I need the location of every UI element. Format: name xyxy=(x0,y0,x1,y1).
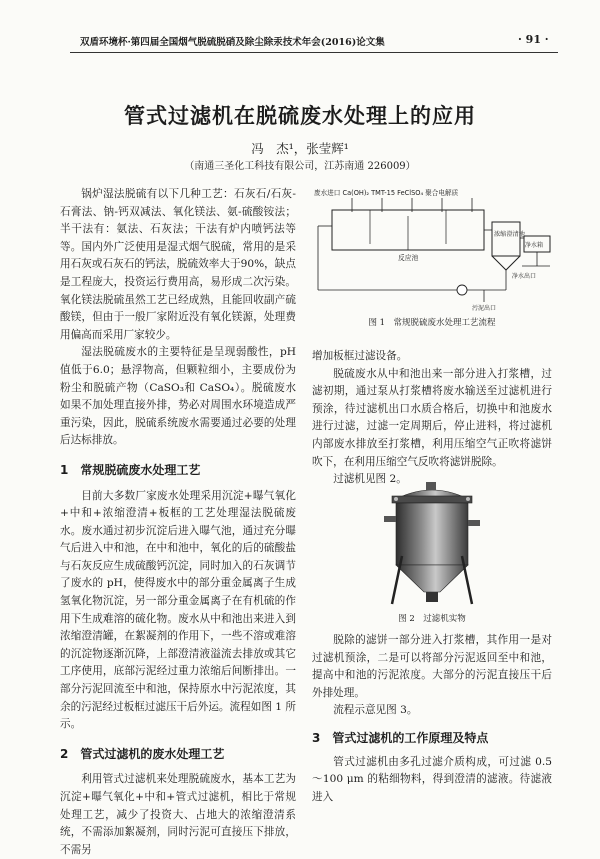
side-nozzle xyxy=(468,520,480,526)
section-1-paragraph: 目前大多数厂家废水处理采用沉淀+曝气氧化+中和+浓缩澄清+板框的工艺处理湿法脱硫废水。废水通过初步沉淀后进入曝气池，通过充分曝气后进入中和池，在中和池中，氧化的后的硫酸盐与石灰反应生成硫酸钙沉淀，同时加入的石灰调节了废水的 pH，使得废水中的部分重金属离子生成氢氧化物沉淀，另一部分重金属离子在有机硫的作用下生成难溶的硫化物。废水从中和池出来进入到浓缩澄清罐，在絮凝剂的作用下，一些不溶或难溶的沉淀物逐渐沉降，上部澄清液溢流去排放或其它工序使用，底部污泥经过重力浓缩后间断排出。一部分污泥回流至中和池，保持原水中污泥浓度，其余的污泥经过板框过滤压干后外运。流程如图 1 所示。 xyxy=(60,489,296,731)
thickener-tank xyxy=(492,222,520,256)
conference-title: 双盾环境杯·第四届全国烟气脱硫脱硝及除尘除汞技术年会(2016)论文集 xyxy=(80,37,385,48)
affiliation: （南通三圣化工科技有限公司，江苏南通 226009） xyxy=(184,161,416,172)
pump-icon xyxy=(457,285,467,295)
intro-paragraph-1: 锅炉湿法脱硫有以下几种工艺：石灰石/石灰-石膏法、钠-钙双减法、氧化镁法、氨-硫酸铵法；半干法有：氨法、石灰法；干法有炉内喷钙法等等。国内外广泛使用是湿式烟气脱硫，常用的是采用石灰或石灰石的钙法，脱硫效率大于90%，缺点是工程庞大，投资运行费用高，易形成二次污染。氧化镁法脱硫虽然工艺已经成熟，且能回收副产硫酸镁，但由于一般厂家附近没有氧化镁源，处理费用偏高而采用厂家较少。 xyxy=(60,188,296,341)
thickener-label: 浓缩澄清池 xyxy=(494,231,525,238)
reagent-label: 废水进口 Ca(OH)₂ TMT-15 FeClSO₄ 聚合电解质 xyxy=(314,189,459,197)
figure-2 xyxy=(312,476,552,626)
thickener-cone xyxy=(492,256,520,270)
left-column xyxy=(60,186,296,859)
reaction-tank-label: 反应池 xyxy=(398,254,419,262)
filter-body xyxy=(396,503,468,565)
running-header xyxy=(0,0,600,50)
process-flow-diagram xyxy=(312,186,552,316)
section-2-paragraph: 利用管式过滤机来处理脱硫废水，基本工艺为沉淀+曝气氧化+中和+管式过滤机，相比于常规处理工艺，减少了投资大、占地大的浓缩澄清系统，不需添加絮凝剂，同时污泥可直接压下排放，不需另 xyxy=(60,773,296,856)
filter-cone xyxy=(396,565,468,592)
side-nozzle xyxy=(384,516,396,522)
filter-flange xyxy=(392,496,472,503)
section-3-paragraph: 管式过滤机由多孔过滤介质构成，可过滤 0.5～100 μm 的粘细物料，得到澄清的滤液。待滤液进入 xyxy=(312,755,552,803)
right-paragraph-4: 流程示意见图 3。 xyxy=(333,704,418,717)
bottom-outlet xyxy=(426,592,438,602)
header-rule xyxy=(70,52,558,53)
right-column-lower xyxy=(312,632,552,806)
authors: 冯 杰¹，张莹辉¹ xyxy=(251,141,349,156)
water-outlet-label: 净水出口 xyxy=(512,273,537,280)
page-number: · 91 · xyxy=(518,33,549,46)
section-1-heading: 1 常规脱硫废水处理工艺 xyxy=(60,462,201,477)
figure-1-caption: 图 1 常规脱硫废水处理工艺流程 xyxy=(368,318,496,328)
top-nozzle xyxy=(426,482,436,490)
figure-1 xyxy=(312,186,552,336)
continued-line: 增加板框过滤设备。 xyxy=(312,350,408,362)
right-paragraph-2: 过滤机见图 2。 xyxy=(333,473,407,486)
right-paragraph-3: 脱除的滤饼一部分进入打浆槽，其作用一是对过滤机预涂，二是可以将部分污泥返回至中和池，提高中和池的污泥浓度。大部分的污泥直接压干后外排处理。 xyxy=(312,634,552,699)
section-2-heading: 2 管式过滤机的废水处理工艺 xyxy=(60,746,225,761)
bolt-icon xyxy=(466,497,470,501)
filter-machine-illustration xyxy=(312,476,552,608)
figure-2-caption: 图 2 过滤机实物 xyxy=(398,614,466,624)
sludge-outlet-label: 污泥出口 xyxy=(472,305,497,312)
intro-paragraph-2: 湿法脱硫废水的主要特征是呈现弱酸性，pH 值低于6.0；悬浮物高，但颗粒细小，主要成份为粉尘和脱硫产物（CaSO₃和 CaSO₄）。脱硫废水如果不加处理直接外排，势必对周围水环境造成严重污染，因此，脱硫系统废水需要通过必要的处理后达标排放。 xyxy=(60,346,296,447)
paper-title: 管式过滤机在脱硫废水处理上的应用 xyxy=(124,104,476,128)
clear-water-label: 净水箱 xyxy=(525,242,544,249)
section-3-heading: 3 管式过滤机的工作原理及特点 xyxy=(312,730,489,745)
right-paragraph-1: 脱硫废水从中和池出来一部分进入打浆槽，过滤初期，通过泵从打浆槽将废水输送至过滤机进行预涂，待过滤机出口水质合格后，切换中和池废水进行过滤，过滤一定周期后，停止进料，将过滤机内部废水排放至打浆槽，利用压缩空气正吹将滤饼吹下，在利用压缩空气反吹将滤饼脱除。 xyxy=(312,367,552,468)
bolt-icon xyxy=(394,497,398,501)
right-column-upper xyxy=(312,348,552,489)
